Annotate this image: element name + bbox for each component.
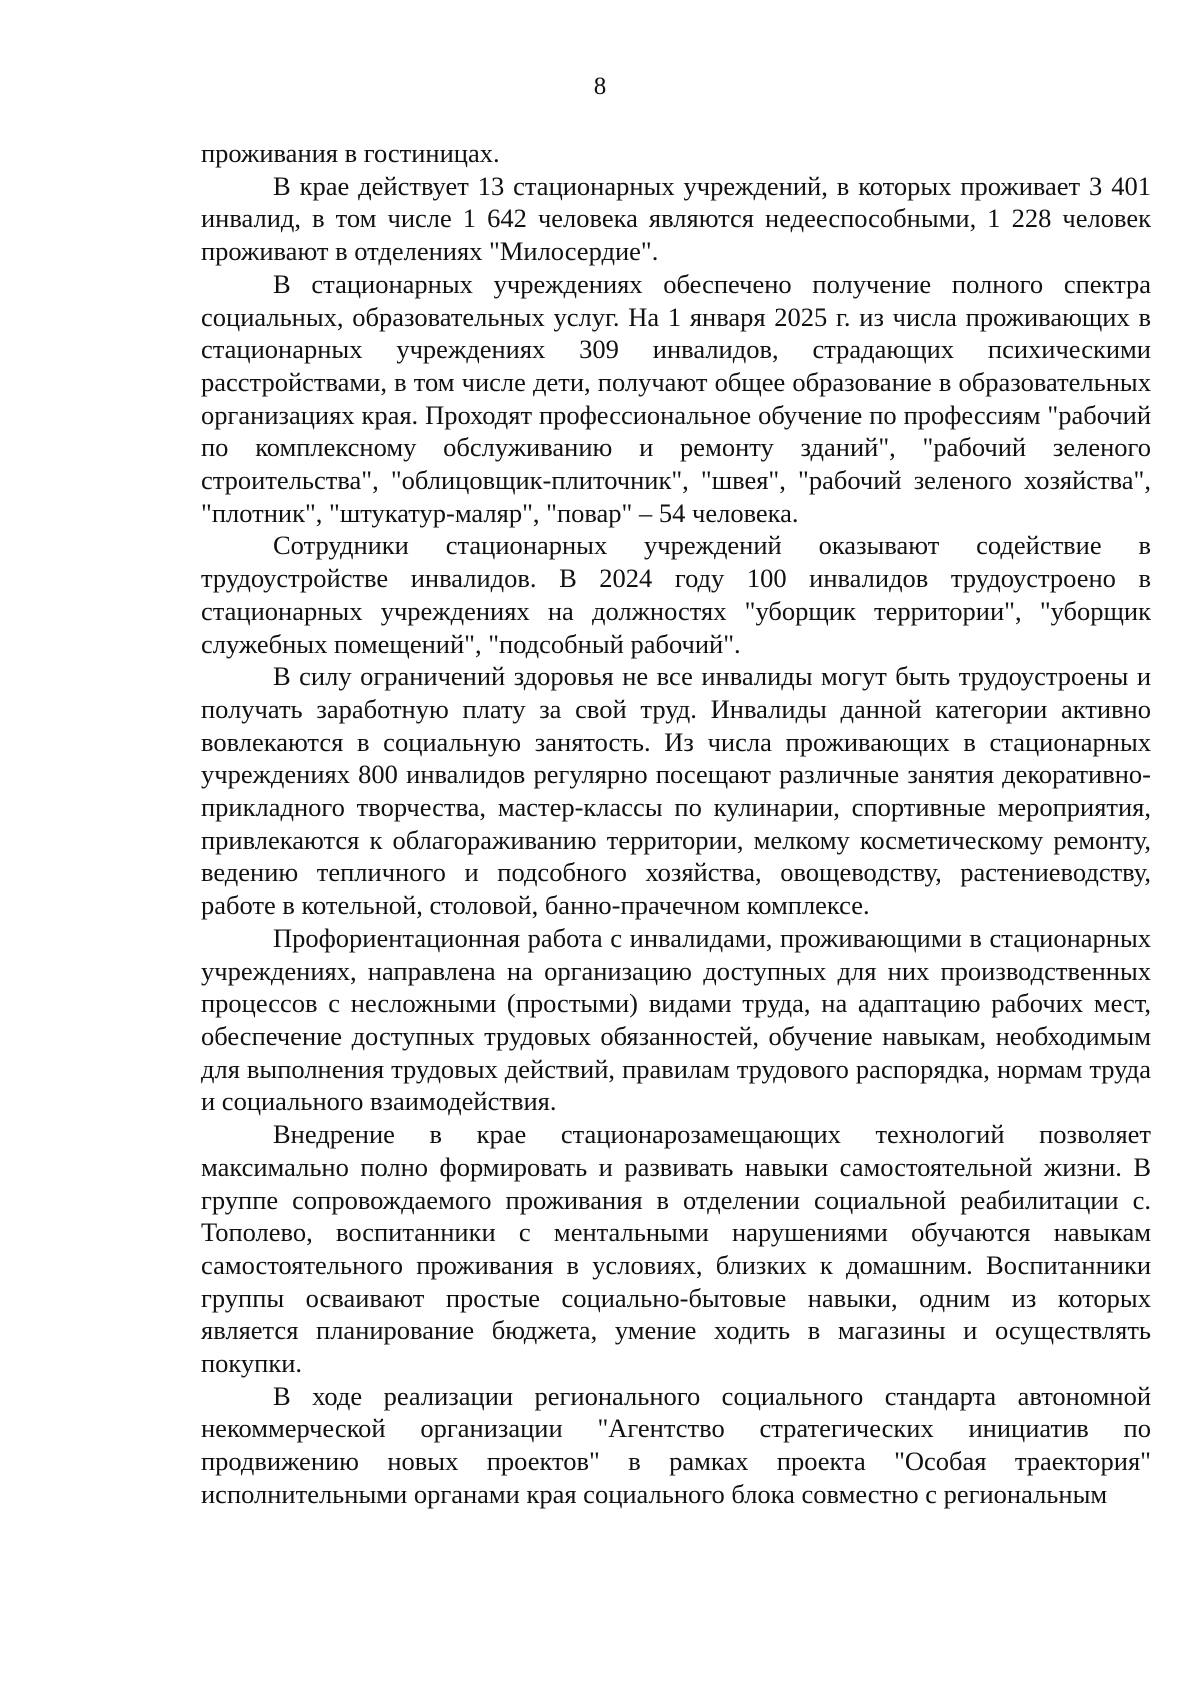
paragraph: В стационарных учреждениях обеспечено получение полного спектра социальных, образовательных услуг. На 1 января 2025 г. из числа проживающих в стационарных учреждениях 309 инвалидов, страдающих психическими расстройствами, в том числе дети, получают общее образование в образовательных организациях края. Проходят профессиональное обучение по профессиям "рабочий по комплексному обслуживанию и ремонту зданий", "рабочий зеленого строительства", "облицовщик-плиточник", "швея", "рабочий зеленого хозяйства", "плотник", "штукатур-маляр", "повар" – 54 человека. [201, 268, 1151, 528]
paragraph: В силу ограничений здоровья не все инвалиды могут быть трудоустроены и получать заработную плату за свой труд. Инвалиды данной категории активно вовлекаются в социальную занятость. Из числа проживающих в стационарных учреждениях 800 инвалидов регулярно посещают различные занятия декоративно-прикладного творчества, мастер-классы по кулинарии, спортивные мероприятия, привлекаются к облагораживанию территории, мелкому косметическому ремонту, ведению тепличного и подсобного хозяйства, овощеводству, растениеводству, работе в котельной, столовой, банно-прачечном комплексе. [201, 661, 1151, 921]
paragraph: В ходе реализации регионального социального стандарта автономной некоммерческой организации "Агентство стратегических инициатив по продвижению новых проектов" в рамках проекта "Особая траектория" исполнительными органами края социального блока совместно с региональным [201, 1380, 1151, 1509]
paragraph: В крае действует 13 стационарных учреждений, в которых проживает 3 401 инвалид, в том числе 1 642 человека являются недееспособными, 1 228 человек проживают в отделениях "Милосердие". [201, 170, 1151, 267]
paragraph: Сотрудники стационарных учреждений оказывают содействие в трудоустройстве инвалидов. В 2024 году 100 инвалидов трудоустроено в стационарных учреждениях на должностях "уборщик территории", "уборщик служебных помещений", "подсобный рабочий". [201, 530, 1151, 659]
paragraph: Внедрение в крае стационарозамещающих технологий позволяет максимально полно формировать и развивать навыки самостоятельной жизни. В группе сопровождаемого проживания в отделении социальной реабилитации с. Тополево, воспитанники с ментальными нарушениями обучаются навыкам самостоятельного проживания в условиях, близких к домашним. Воспитанники группы осваивают простые социально-бытовые навыки, одним из которых является планирование бюджета, умение ходить в магазины и осуществлять покупки. [201, 1119, 1151, 1379]
document-body [201, 137, 1151, 1511]
paragraph-continuation: проживания в гостиницах. [201, 138, 500, 168]
page-number: 8 [593, 73, 607, 100]
paragraph: Профориентационная работа с инвалидами, проживающими в стационарных учреждениях, направлена на организацию доступных для них производственных процессов с несложными (простыми) видами труда, на адаптацию рабочих мест, обеспечение доступных трудовых обязанностей, обучение навыкам, необходимым для выполнения трудовых действий, правилам трудового распорядка, нормам труда и социального взаимодействия. [201, 922, 1151, 1117]
